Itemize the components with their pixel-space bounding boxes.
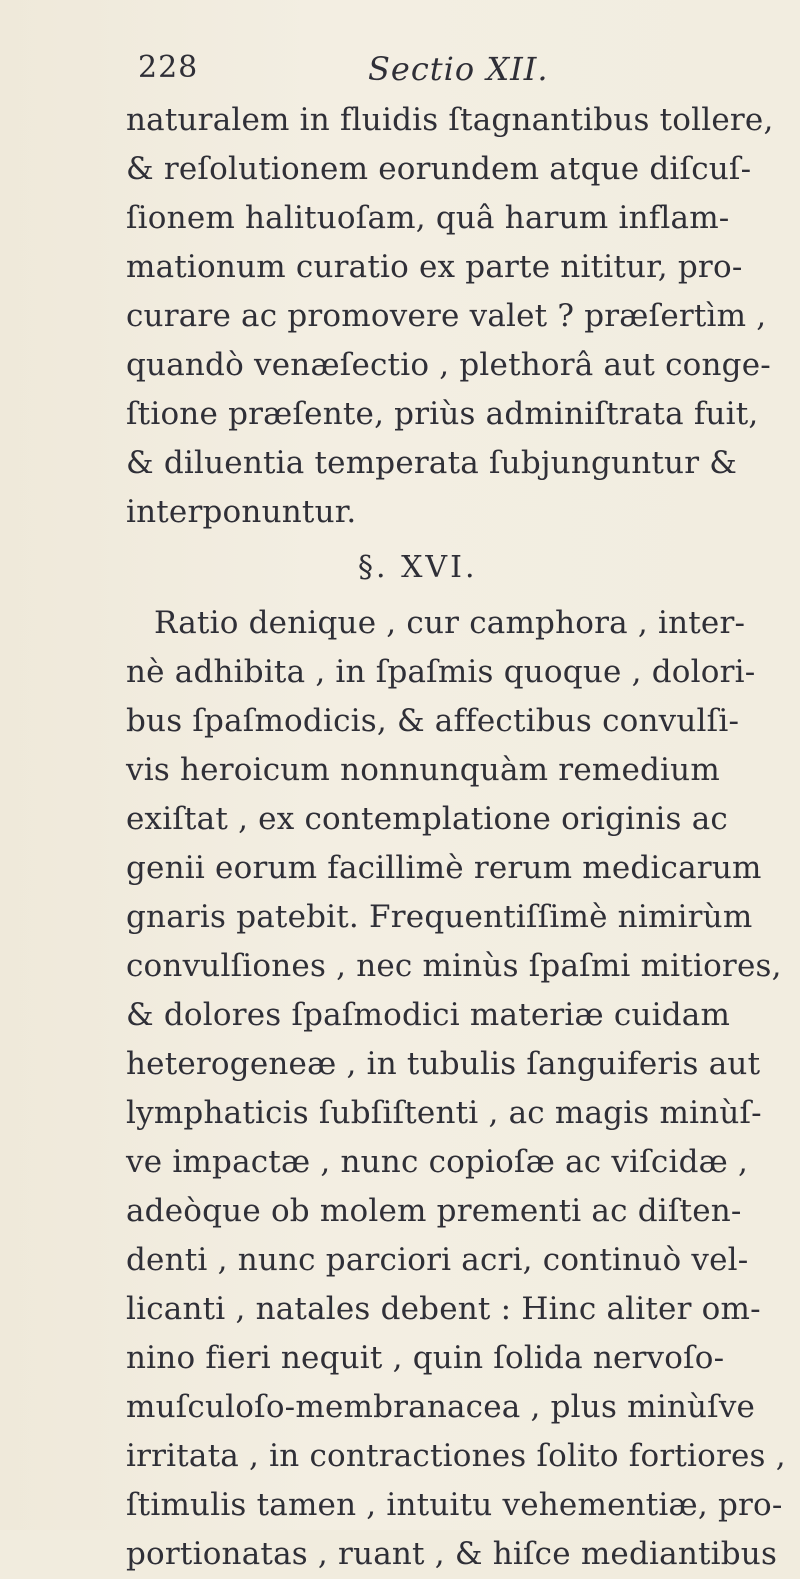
text-line: denti , nunc parciori acri, continuò vel- [126, 1242, 749, 1278]
text-line: mationum curatio ex parte nititur, pro- [126, 249, 743, 285]
text-line: nino fieri nequit , quin ſolida nervoſo- [126, 1340, 725, 1376]
text-line: portionatas , ruant , & hiſce mediantibus [126, 1536, 778, 1572]
text-line: interponuntur. [126, 494, 357, 530]
page-number: 228 [138, 50, 199, 85]
text-line: exiſtat , ex contemplatione originis ac [126, 801, 728, 837]
text-line: genii eorum facillimè rerum medicarum [126, 850, 762, 886]
text-line: ſtimulis tamen , intuitu vehementiæ, pro- [126, 1487, 783, 1523]
text-line: nè adhibita , in ſpaſmis quoque , dolori- [126, 654, 756, 690]
text-line: heterogeneæ , in tubulis ſanguiferis aut [126, 1046, 761, 1082]
text-line: irritata , in contractiones ſolito fortiores , [126, 1438, 786, 1474]
body-text [126, 96, 786, 1579]
text-line: ve impactæ , nunc copioſæ ac viſcidæ , [126, 1144, 749, 1180]
text-line: naturalem in fluidis ſtagnantibus tollere, [126, 102, 774, 138]
text-line: Ratio denique , cur camphora , inter- [154, 605, 746, 641]
text-line: ſtione præſente, priùs adminiſtrata fuit, [126, 396, 759, 432]
paragraph-continued [126, 96, 774, 537]
text-line: quandò venæſectio , plethorâ aut conge- [126, 347, 771, 383]
text-line: licanti , natales debent : Hinc aliter om- [126, 1291, 761, 1327]
running-head: Sectio XII. [368, 50, 549, 88]
text-line: convulſiones , nec minùs ſpaſmi mitiores, [126, 948, 782, 984]
text-line: vis heroicum nonnunquàm remedium [126, 752, 720, 788]
text-line: gnaris patebit. Frequentiſſimè nimirùm [126, 899, 753, 935]
text-line: curare ac promovere valet ? præſertìm , [126, 298, 767, 334]
text-line: & reſolutionem eorundem atque diſcuſ- [126, 151, 752, 187]
text-line: bus ſpaſmodicis, & affectibus convulſi- [126, 703, 740, 739]
text-line: muſculoſo-membranacea , plus minùſve [126, 1389, 756, 1425]
section-heading: §. XVI. [358, 550, 478, 585]
text-line: & dolores ſpaſmodici materiæ cuidam [126, 997, 731, 1033]
paragraph-section-xvi [126, 599, 786, 1579]
text-line: adeòque ob molem prementi ac diſten- [126, 1193, 742, 1229]
text-line: & diluentia temperata ſubjunguntur & [126, 445, 738, 481]
page-header [138, 50, 738, 90]
text-line: lymphaticis ſubſiſtenti , ac magis minùſ- [126, 1095, 762, 1131]
text-line: ſionem halituoſam, quâ harum inflam- [126, 200, 730, 236]
